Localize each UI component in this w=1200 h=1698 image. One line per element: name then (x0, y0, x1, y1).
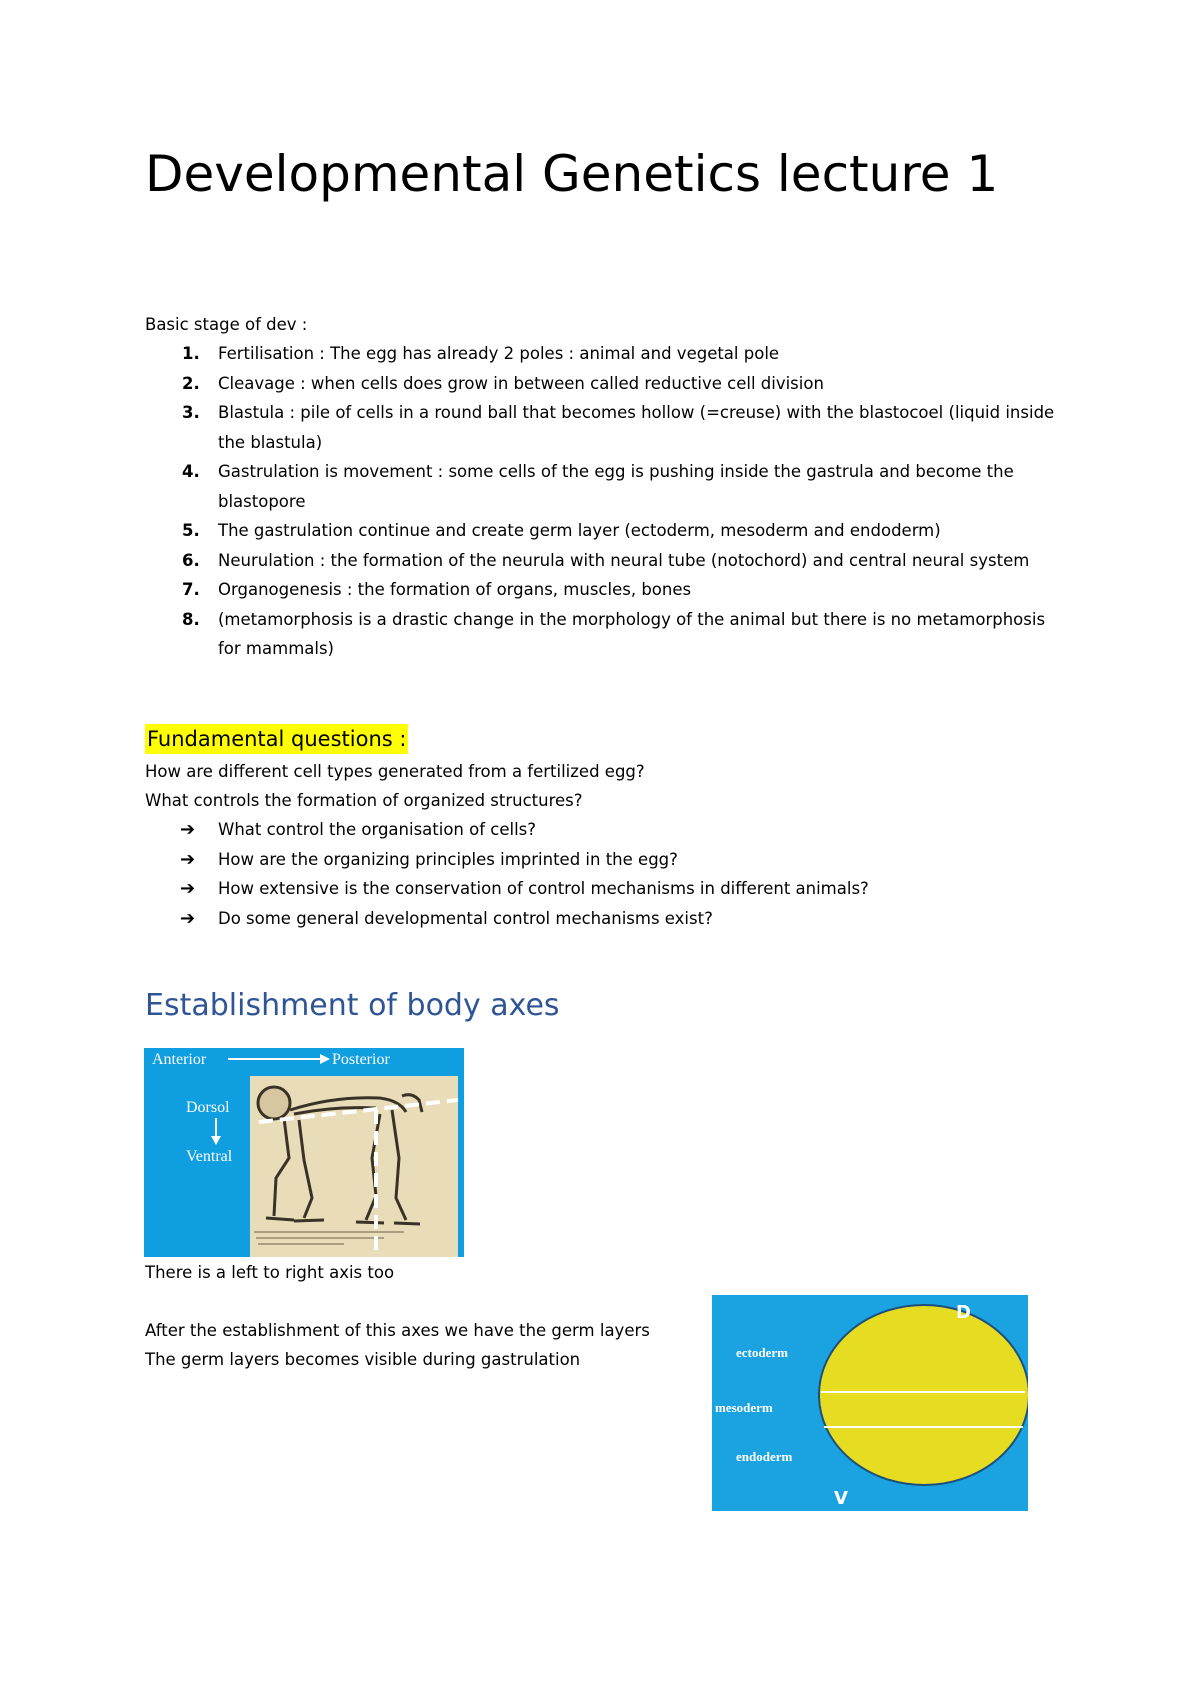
list-item (145, 815, 869, 845)
list-number: 5. (182, 521, 200, 540)
endoderm-label: endoderm (736, 1449, 793, 1464)
list-item (145, 457, 1065, 516)
germ-layers-figure (712, 1295, 1028, 1511)
arrow-icon: ➔ (180, 907, 196, 929)
ectoderm-label: ectoderm (736, 1345, 788, 1360)
list-text: How are the organizing principles imprinted in the egg? (218, 849, 678, 869)
list-number: 6. (182, 550, 200, 570)
list-text: Blastula : pile of cells in a round ball that becomes hollow (=creuse) with the blastocoel (liquid inside the blastula) (218, 403, 1055, 452)
list-text: Neurulation : the formation of the neurula with neural tube (notochord) and central neural system (218, 550, 1030, 570)
list-text: Organogenesis : the formation of organs, muscles, bones (218, 580, 692, 599)
arrow-list (145, 815, 869, 933)
body-text-line: The germ layers becomes visible during gastrulation (145, 1350, 581, 1369)
fundamental-questions-heading: Fundamental questions : (145, 724, 408, 754)
arrow-icon: ➔ (180, 848, 196, 870)
list-item (145, 339, 1065, 369)
anterior-label: Anterior (152, 1051, 207, 1068)
list-number: 4. (182, 462, 200, 481)
page-title: Developmental Genetics lecture 1 (145, 145, 999, 203)
list-item (145, 605, 1065, 664)
list-item (145, 575, 1065, 605)
list-number: 8. (182, 609, 200, 629)
stages-list (145, 339, 1065, 664)
list-text: Fertilisation : The egg has already 2 poles : animal and vegetal pole (218, 344, 780, 363)
ventral-marker: V (834, 1488, 848, 1509)
arrow-icon: ➔ (180, 878, 196, 899)
list-item (145, 398, 1065, 457)
list-text: Do some general developmental control mechanisms exist? (218, 908, 713, 928)
dorsal-marker: D (956, 1302, 971, 1323)
section-heading: Establishment of body axes (145, 988, 560, 1023)
posterior-label: Posterior (332, 1051, 390, 1068)
list-item (145, 845, 869, 875)
mesoderm-label: mesoderm (715, 1400, 773, 1415)
list-text: Cleavage : when cells does grow in between called reductive cell division (218, 373, 824, 393)
list-item (145, 546, 1065, 576)
egg-ellipse (819, 1305, 1028, 1485)
question-line: How are different cell types generated from a fertilized egg? (145, 762, 645, 781)
list-text: Gastrulation is movement : some cells of the egg is pushing inside the gastrula and become the blastopore (218, 462, 1014, 511)
body-axes-figure (144, 1048, 464, 1257)
list-text: How extensive is the conservation of control mechanisms in different animals? (218, 879, 869, 898)
list-text: (metamorphosis is a drastic change in the morphology of the animal but there is no metamorphosis for mammals) (218, 609, 1046, 658)
list-item (145, 904, 869, 934)
dorsal-label: Dorsol (186, 1099, 230, 1116)
arrow-icon: ➔ (180, 819, 196, 840)
list-number: 7. (182, 580, 200, 599)
ventral-label: Ventral (186, 1148, 233, 1165)
list-text: The gastrulation continue and create germ layer (ectoderm, mesoderm and endoderm) (218, 521, 941, 540)
list-text: What control the organisation of cells? (218, 820, 537, 839)
list-number: 2. (182, 373, 200, 393)
list-number: 3. (182, 403, 200, 422)
intro-text: Basic stage of dev : (145, 315, 308, 334)
body-text-line: After the establishment of this axes we have the germ layers (145, 1321, 650, 1340)
question-line: What controls the formation of organized structures? (145, 791, 583, 810)
list-item (145, 874, 869, 904)
body-text-line: There is a left to right axis too (145, 1263, 395, 1282)
list-number: 1. (182, 344, 200, 363)
list-item (145, 369, 1065, 399)
list-item (145, 516, 1065, 546)
